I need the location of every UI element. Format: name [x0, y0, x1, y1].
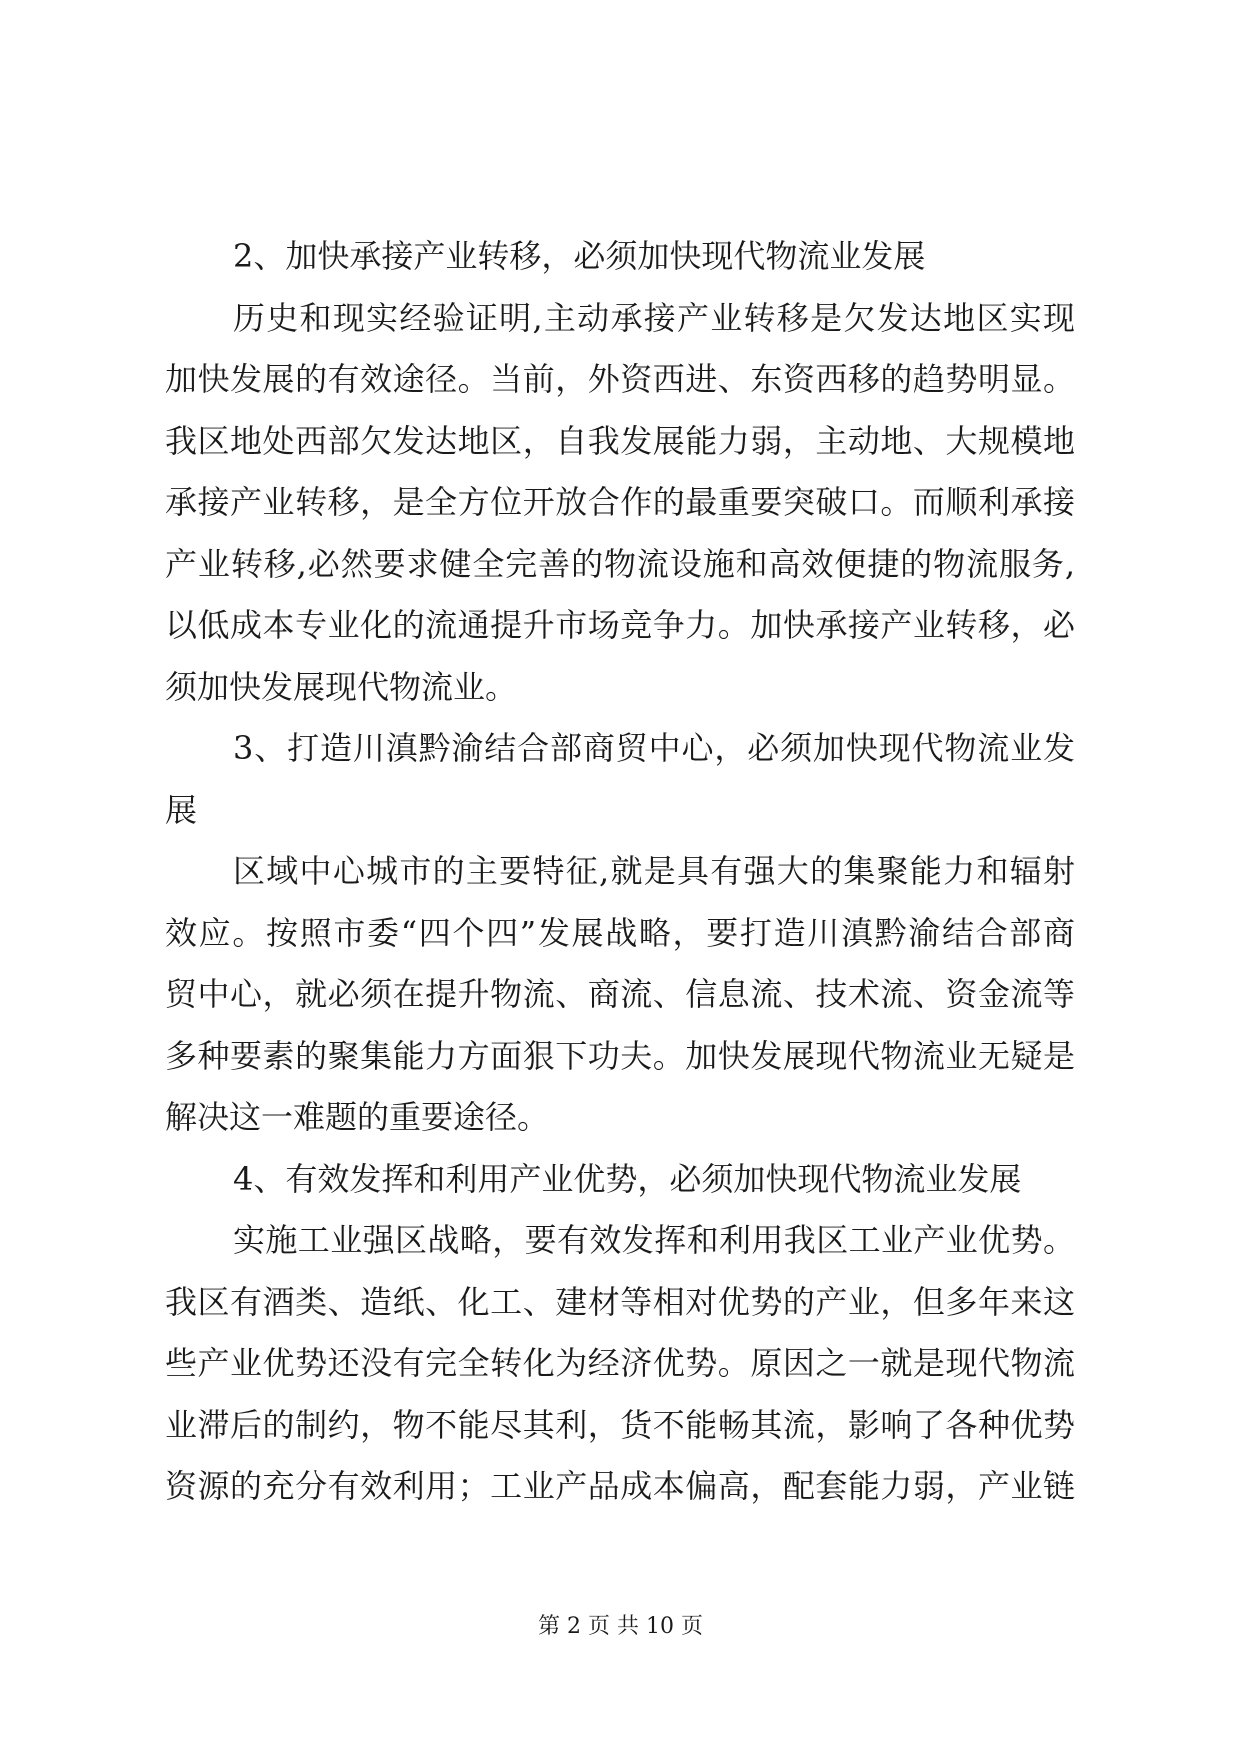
text-line: 多种要素的聚集能力方面狠下功夫。加快发展现代物流业无疑是 — [165, 1036, 1075, 1075]
text-line: 展 — [165, 790, 198, 829]
text-line: 我区有酒类、造纸、化工、建材等相对优势的产业，但多年来这 — [165, 1282, 1075, 1321]
text-line: 些产业优势还没有完全转化为经济优势。原因之一就是现代物流 — [165, 1344, 1075, 1382]
text-line: 2、加快承接产业转移，必须加快现代物流业发展 — [233, 237, 926, 275]
text-line: 以低成本专业化的流通提升市场竞争力。加快承接产业转移，必 — [165, 606, 1075, 644]
heading-2 — [165, 226, 1075, 288]
text-line: 历史和现实经验证明,主动承接产业转移是欠发达地区实现 — [233, 298, 1075, 337]
text-line: 加快发展的有效途径。当前，外资西进、东资西移的趋势明显。 — [165, 360, 1075, 398]
text-line: 产业转移,必然要求健全完善的物流设施和高效便捷的物流服务, — [165, 544, 1075, 583]
text-line: 3、打造川滇黔渝结合部商贸中心，必须加快现代物流业发 — [233, 729, 1075, 767]
paragraph-4 — [165, 1210, 1075, 1518]
text-line: 贸中心，就必须在提升物流、商流、信息流、技术流、资金流等 — [165, 975, 1075, 1013]
text-line: 承接产业转移，是全方位开放合作的最重要突破口。而顺利承接 — [165, 483, 1075, 521]
heading-3 — [165, 718, 1075, 841]
text-line: 资源的充分有效利用；工业产品成本偏高，配套能力弱，产业链 — [165, 1467, 1075, 1505]
heading-4 — [165, 1149, 1075, 1211]
paragraph-3 — [165, 841, 1075, 1149]
text-line: 4、有效发挥和利用产业优势，必须加快现代物流业发展 — [233, 1159, 1022, 1198]
text-line: 业滞后的制约，物不能尽其利，货不能畅其流，影响了各种优势 — [165, 1405, 1075, 1444]
paragraph-2 — [165, 288, 1075, 719]
document-body — [165, 226, 1075, 1518]
page-number-footer: 第 2 页 共 10 页 — [538, 1614, 703, 1639]
text-line: 实施工业强区战略，要有效发挥和利用我区工业产业优势。 — [233, 1221, 1075, 1259]
text-line: 我区地处西部欠发达地区，自我发展能力弱，主动地、大规模地 — [165, 421, 1075, 460]
text-line: 须加快发展现代物流业。 — [165, 667, 518, 706]
text-line: 解决这一难题的重要途径。 — [165, 1098, 550, 1136]
text-line: 效应。按照市委“四个四”发展战略，要打造川滇黔渝结合部商 — [165, 913, 1075, 952]
text-line: 区域中心城市的主要特征,就是具有强大的集聚能力和辐射 — [233, 852, 1075, 890]
